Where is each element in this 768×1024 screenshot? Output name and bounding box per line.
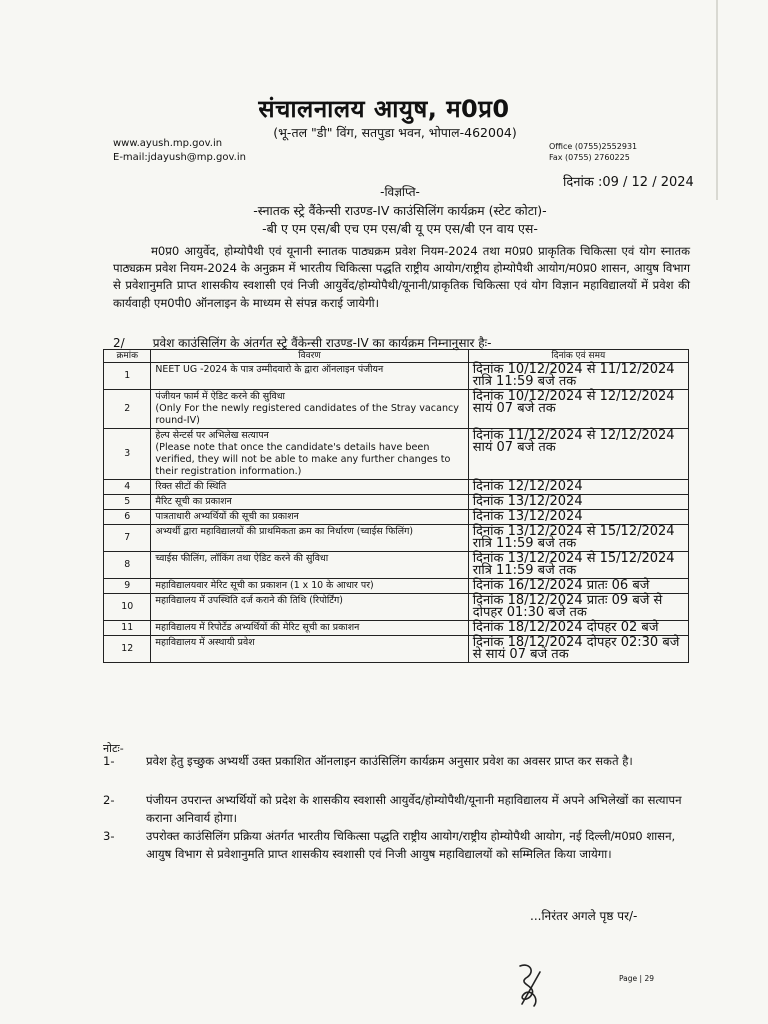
page-title: संचालनालय आयुष, म0प्र0: [258, 95, 510, 123]
table-row: [104, 579, 689, 594]
table-row: [104, 429, 689, 480]
description-text: महाविद्यालयवार मेरिट सूची का प्रकाशन (1 x 10 के आधार पर): [155, 580, 374, 591]
description-text: NEET UG -2024 के पात्र उम्मीदवारो के द्वारा ऑनलाइन पंजीयन: [155, 364, 384, 375]
description-cell: [151, 495, 468, 510]
note-number: 1-: [103, 754, 115, 768]
date-cell: दिनांक 13/12/2024 से 15/12/2024 रात्रि 11:59 बजे तक: [468, 552, 688, 579]
serial-cell: 11: [104, 621, 151, 636]
serial-cell: 12: [104, 636, 151, 663]
description-text: पात्रताधारी अभ्यर्थियों की सूची का प्रकाशन: [155, 511, 299, 522]
date-cell: दिनांक 10/12/2024 से 11/12/2024 रात्रि 11:59 बजे तक: [468, 363, 688, 390]
date-cell: दिनांक 13/12/2024: [468, 510, 688, 525]
website-link[interactable]: www.ayush.mp.gov.in: [113, 138, 223, 149]
description-text: पंजीयन फार्म में ऐडिट करने की सुविधा: [155, 391, 285, 402]
intro-paragraph: [113, 243, 690, 312]
intro-paragraph-text: म0प्र0 आयुर्वेद, होम्योपैथी एवं यूनानी स्नातक पाठ्यक्रम प्रवेश नियम-2024 तथा म0प्र0 प्राकृतिक चिकित्सा एवं योग स्नातक पाठ्यक्रम प्रवेश नियम-2024 के अनुक्रम में भारतीय चिकित्सा पद्धति राष्ट्रीय आयोग/राष्ट्रीय होम्योपैथी आयोग/म0प्र0 शासन, आयुष विभाग से प्रवेशानुमति प्राप्त शासकीय स्वशासी एवं निजी आयुर्वेद/होम्योपैथी/यूनानी/प्राकृतिक चिकित्सा एवं योग विज्ञान महाविद्यालयों में प्रवेश की कार्यवाही एम0पी0 ऑनलाइन के माध्यम से संपन्न कराई जायेगी।: [113, 244, 690, 310]
date-cell: दिनांक 18/12/2024 प्रातः 09 बजे से दोपहर 01:30 बजे तक: [468, 594, 688, 621]
date-cell: दिनांक 13/12/2024: [468, 495, 688, 510]
description-cell: [151, 390, 468, 429]
serial-cell: 3: [104, 429, 151, 480]
description-cell: [151, 579, 468, 594]
page-number: Page | 29: [619, 974, 654, 983]
table-row: [104, 552, 689, 579]
note-item: [103, 828, 693, 863]
fax-number: Fax (0755) 2760225: [549, 153, 630, 162]
column-header-date: दिनांक एवं समय: [468, 350, 688, 363]
description-text: महाविद्यालय में रिपोर्टेड अभ्यर्थियों की मेरिट सूची का प्रकाशन: [155, 622, 360, 633]
column-header-serial: क्रमांक: [104, 350, 151, 363]
description-text: अभ्यर्थी द्वारा महाविद्यालयों की प्राथमिकता क्रम का निर्धारण (च्वाईस फिलिंग): [155, 526, 414, 537]
description-text: च्वाईस फीलिंग, लॉकिंग तथा ऐडिट करने की सुविधा: [155, 553, 329, 564]
date-cell: दिनांक 18/12/2024 दोपहर 02:30 बजे से सायं 07 बजे तक: [468, 636, 688, 663]
serial-cell: 5: [104, 495, 151, 510]
description-cell: [151, 525, 468, 552]
description-text: महाविद्यालय में उपस्थिति दर्ज कराने की तिथि (रिपोर्टिंग): [155, 595, 343, 606]
table-row: [104, 480, 689, 495]
notice-heading: -विज्ञप्ति-: [380, 185, 420, 199]
description-text: हेल्प सेन्टर्स पर अभिलेख सत्यापन: [155, 430, 269, 441]
note-item: [103, 753, 693, 771]
description-text: रिक्त सीटों की स्थिति: [155, 481, 227, 492]
note-text: प्रवेश हेतु इच्छुक अभ्यर्थी उक्त प्रकाशित ऑनलाइन काउंसिलिंग कार्यक्रम अनुसार प्रवेश का अवसर प्राप्त कर सकते है।: [146, 754, 633, 768]
description-cell: [151, 480, 468, 495]
table-header-row: [104, 350, 689, 363]
serial-cell: 9: [104, 579, 151, 594]
notice-subtitle-1: -स्नातक स्ट्रे वैंकेन्सी राउण्ड-IV काउंसिलिंग कार्यक्रम (स्टेट कोटा)-: [253, 203, 547, 218]
table-row: [104, 621, 689, 636]
note-text: उपरोक्त काउंसिलिंग प्रक्रिया अंतर्गत भारतीय चिकित्सा पद्धति राष्ट्रीय आयोग/राष्ट्रीय होम्योपैथी आयोग, नई दिल्ली/म0प्र0 शासन, आयुष विभाग से प्रवेशानुमति प्राप्त शासकीय स्वशासी एवं निजी आयुष महाविद्यालयों को सम्मिलित किया जायेगा।: [146, 829, 676, 861]
table-row: [104, 495, 689, 510]
section-title: प्रवेश काउंसिलिंग के अंतर्गत स्ट्रे वैंकेन्सी राउण्ड-IV का कार्यक्रम निम्नानुसार हैः-: [152, 336, 492, 350]
table-row: [104, 636, 689, 663]
notes-heading: नोटः-: [103, 742, 124, 755]
issue-date: दिनांक :09 / 12 / 2024: [563, 175, 694, 190]
serial-cell: 10: [104, 594, 151, 621]
description-cell: [151, 429, 468, 480]
description-note-en: (Please note that once the candidate's details have been verified, they will not be able to make any further changes to their registration information.): [155, 442, 451, 477]
description-cell: [151, 636, 468, 663]
contact-links: [113, 137, 246, 165]
table-row: [104, 510, 689, 525]
note-item: [103, 792, 693, 827]
date-cell: दिनांक 16/12/2024 प्रातः 06 बजे: [468, 579, 688, 594]
continued-note: ...निरंतर अगले पृष्ठ पर/-: [530, 909, 638, 923]
date-cell: दिनांक 10/12/2024 से 12/12/2024 सायं 07 बजे तक: [468, 390, 688, 429]
note-number: 2-: [103, 793, 115, 807]
description-cell: [151, 552, 468, 579]
description-cell: [151, 621, 468, 636]
table-row: [104, 525, 689, 552]
serial-cell: 2: [104, 390, 151, 429]
office-phone: Office (0755)2552931: [549, 142, 638, 151]
date-cell: दिनांक 18/12/2024 दोपहर 02 बजे: [468, 621, 688, 636]
date-cell: दिनांक 13/12/2024 से 15/12/2024 रात्रि 11:59 बजे तक: [468, 525, 688, 552]
serial-cell: 7: [104, 525, 151, 552]
office-address: (भू-तल "डी" विंग, सतपुडा भवन, भोपाल-462004): [273, 125, 517, 140]
description-text: महाविद्यालय में अस्थायी प्रवेश: [155, 637, 255, 648]
serial-cell: 6: [104, 510, 151, 525]
description-cell: [151, 510, 468, 525]
notice-subtitle-2: -बी ए एम एस/बी एच एम एस/बी यू एम एस/बी एन वाय एस-: [262, 221, 538, 236]
table-row: [104, 363, 689, 390]
note-number: 3-: [103, 829, 115, 843]
description-text: मैरिट सूची का प्रकाशन: [155, 496, 232, 507]
phone-block: [549, 141, 637, 163]
date-cell: दिनांक 12/12/2024: [468, 480, 688, 495]
description-cell: [151, 363, 468, 390]
table-row: [104, 390, 689, 429]
serial-cell: 1: [104, 363, 151, 390]
serial-cell: 4: [104, 480, 151, 495]
handwritten-signature: [514, 960, 546, 1016]
section-number: 2/: [113, 336, 125, 350]
note-text: पंजीयन उपरान्त अभ्यर्थियों को प्रदेश के शासकीय स्वशासी आयुर्वेद/होम्योपैथी/यूनानी महाविद्यालय में अपने अभिलेखों का सत्यापन कराना अनिवार्य होगा।: [146, 793, 682, 825]
description-note-en: (Only For the newly registered candidates of the Stray vacancy round-IV): [155, 403, 459, 426]
serial-cell: 8: [104, 552, 151, 579]
email-link[interactable]: E-mail:jdayush@mp.gov.in: [113, 152, 246, 163]
column-header-description: विवरण: [151, 350, 468, 363]
schedule-table: [103, 349, 689, 663]
date-cell: दिनांक 11/12/2024 से 12/12/2024 सायं 07 बजे तक: [468, 429, 688, 480]
table-row: [104, 594, 689, 621]
description-cell: [151, 594, 468, 621]
